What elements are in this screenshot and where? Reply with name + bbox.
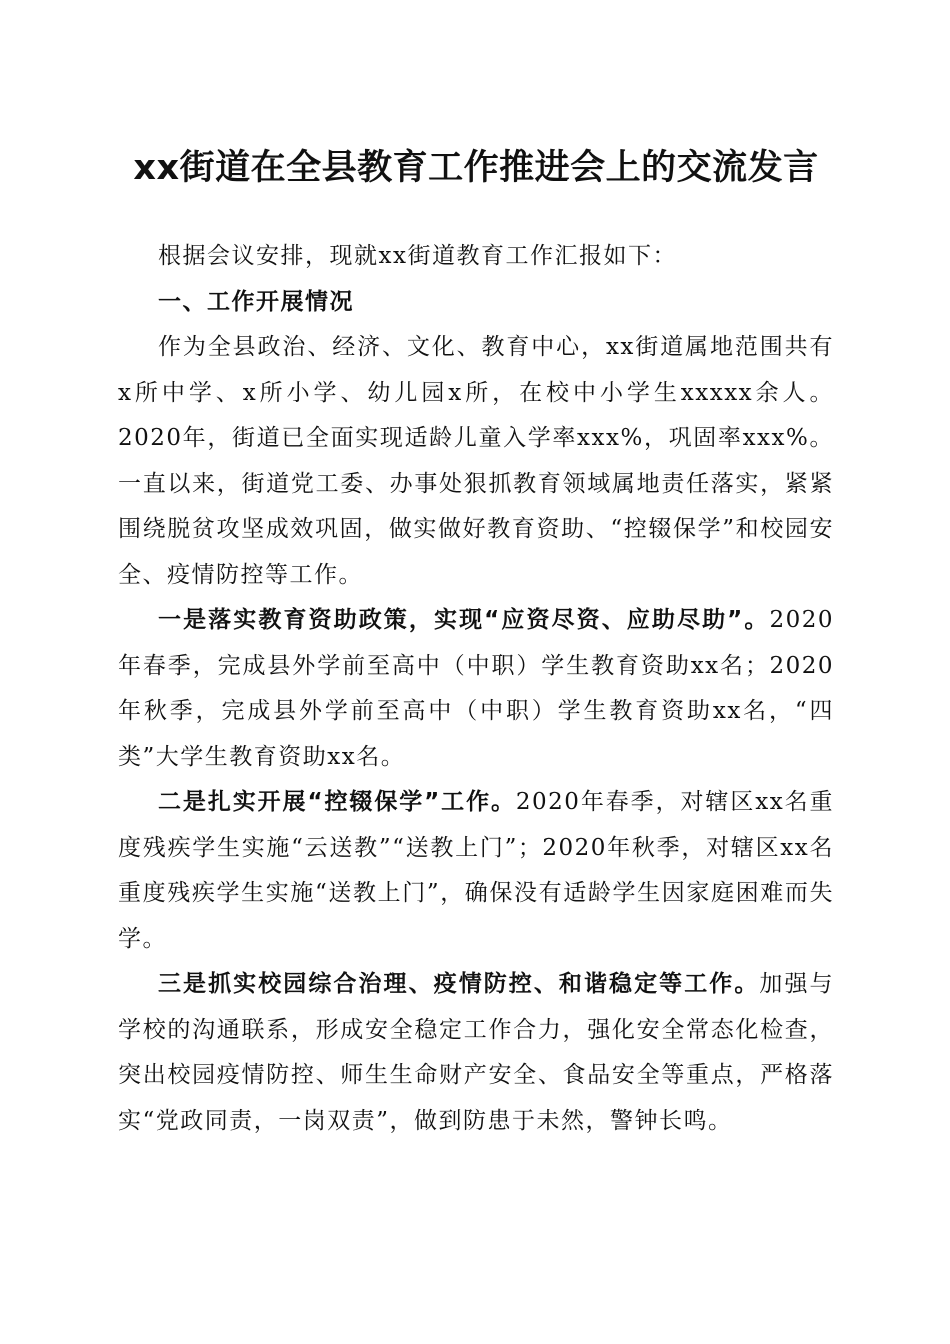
document-title: xx街道在全县教育工作推进会上的交流发言 bbox=[133, 148, 819, 188]
point-1-text: 2020年春季，完成县外学前至高中（中职）学生教育资助xx名；2020年秋季，完成县外学前至高中（中职）学生教育资助xx名，“四类”大学生教育资助xx名。 bbox=[118, 607, 834, 770]
point-2-paragraph bbox=[118, 780, 834, 962]
overview-paragraph: 作为全县政治、经济、文化、教育中心，xx街道属地范围共有x所中学、x所小学、幼儿园x所，在校中小学生xxxxx余人。2020年，街道已全面实现适龄儿童入学率xxx%，巩固率xxx%。一直以来，街道党工委、办事处狠抓教育领域属地责任落实，紧紧围绕脱贫攻坚成效巩固，做实做好教育资助、“控辍保学”和校园安全、疫情防控等工作。 bbox=[118, 334, 834, 588]
point-1-lead: 一是落实教育资助政策，实现“应资尽资、应助尽助”。 bbox=[158, 607, 770, 633]
section-heading: 一、工作开展情况 bbox=[158, 288, 354, 315]
document-body bbox=[118, 234, 834, 1144]
intro-paragraph: 根据会议安排，现就xx街道教育工作汇报如下： bbox=[158, 243, 677, 269]
point-1-paragraph bbox=[118, 598, 834, 780]
point-3-paragraph bbox=[118, 962, 834, 1144]
point-3-text: 加强与学校的沟通联系，形成安全稳定工作合力，强化安全常态化检查，突出校园疫情防控、师生生命财产安全、食品安全等重点，严格落实“党政同责，一岗双责”，做到防患于未然，警钟长鸣。 bbox=[118, 971, 835, 1134]
point-3-lead: 三是抓实校园综合治理、疫情防控、和谐稳定等工作。 bbox=[158, 971, 760, 997]
point-2-text: 2020年春季，对辖区xx名重度残疾学生实施“云送教”“送教上门”；2020年秋季，对辖区xx名重度残疾学生实施“送教上门”，确保没有适龄学生因家庭困难而失学。 bbox=[118, 789, 834, 952]
point-2-lead: 二是扎实开展“控辍保学”工作。 bbox=[158, 789, 516, 815]
